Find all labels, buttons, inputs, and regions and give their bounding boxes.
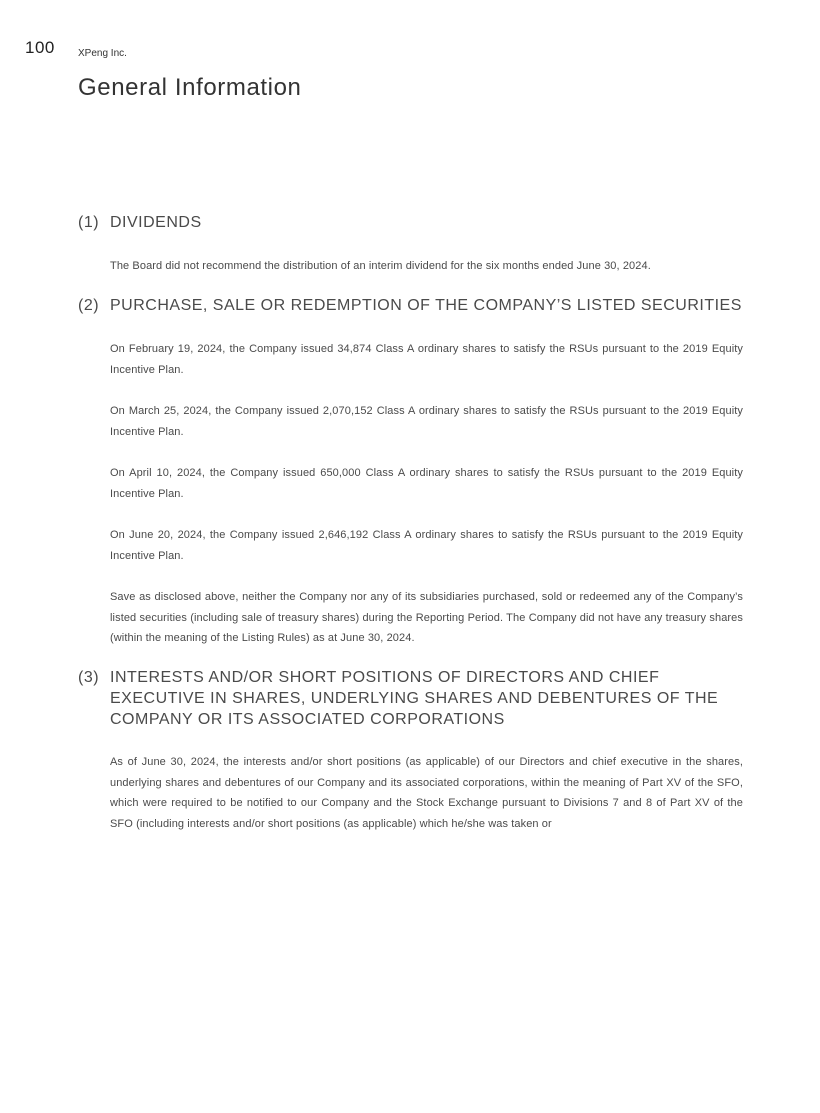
section-number: (2)	[78, 297, 100, 314]
page-title: General Information	[78, 74, 302, 101]
paragraph: On April 10, 2024, the Company issued 650,000 Class A ordinary shares to satisfy the RSUs pursuant to the 2019 Equity Incentive Plan.	[110, 467, 743, 500]
paragraph: On March 25, 2024, the Company issued 2,070,152 Class A ordinary shares to satisfy the RSUs pursuant to the 2019 Equity Incentive Plan.	[110, 405, 743, 438]
section-heading-purchase-sale-redemption	[78, 295, 743, 316]
section-title: PURCHASE, SALE OR REDEMPTION OF THE COMPANY’S LISTED SECURITIES	[110, 297, 742, 314]
section-heading-interests-short-positions	[78, 667, 743, 730]
paragraph: On February 19, 2024, the Company issued 34,874 Class A ordinary shares to satisfy the RSUs pursuant to the 2019 Equity Incentive Plan.	[110, 343, 743, 376]
paragraph: The Board did not recommend the distribution of an interim dividend for the six months ended June 30, 2024.	[110, 260, 651, 272]
section-title: DIVIDENDS	[110, 214, 202, 231]
section-heading-dividends	[78, 212, 743, 233]
paragraph: On June 20, 2024, the Company issued 2,646,192 Class A ordinary shares to satisfy the RSUs pursuant to the 2019 Equity Incentive Plan.	[110, 529, 743, 562]
company-name: XPeng Inc.	[78, 48, 127, 59]
paragraph: As of June 30, 2024, the interests and/or short positions (as applicable) of our Directors and chief executive in the shares, underlying shares and debentures of our Company and its associated corporations, within the meaning of Part XV of the SFO, which were required to be notified to our Company and the Stock Exchange pursuant to Divisions 7 and 8 of Part XV of the SFO (including interests and/or short positions (as applicable) which he/she was taken or	[110, 756, 743, 831]
page-number: 100	[25, 38, 55, 57]
section-title: INTERESTS AND/OR SHORT POSITIONS OF DIRECTORS AND CHIEF EXECUTIVE IN SHARES, UNDERLYING SHARES AND DEBENTURES OF THE COMPANY OR ITS ASSOCIATED CORPORATIONS	[110, 669, 719, 728]
section-number: (1)	[78, 214, 100, 231]
paragraph: Save as disclosed above, neither the Company nor any of its subsidiaries purchased, sold or redeemed any of the Company’s listed securities (including sale of treasury shares) during the Reporting Period. The Company did not have any treasury shares (within the meaning of the Listing Rules) as at June 30, 2024.	[110, 591, 743, 645]
section-number: (3)	[78, 669, 100, 686]
